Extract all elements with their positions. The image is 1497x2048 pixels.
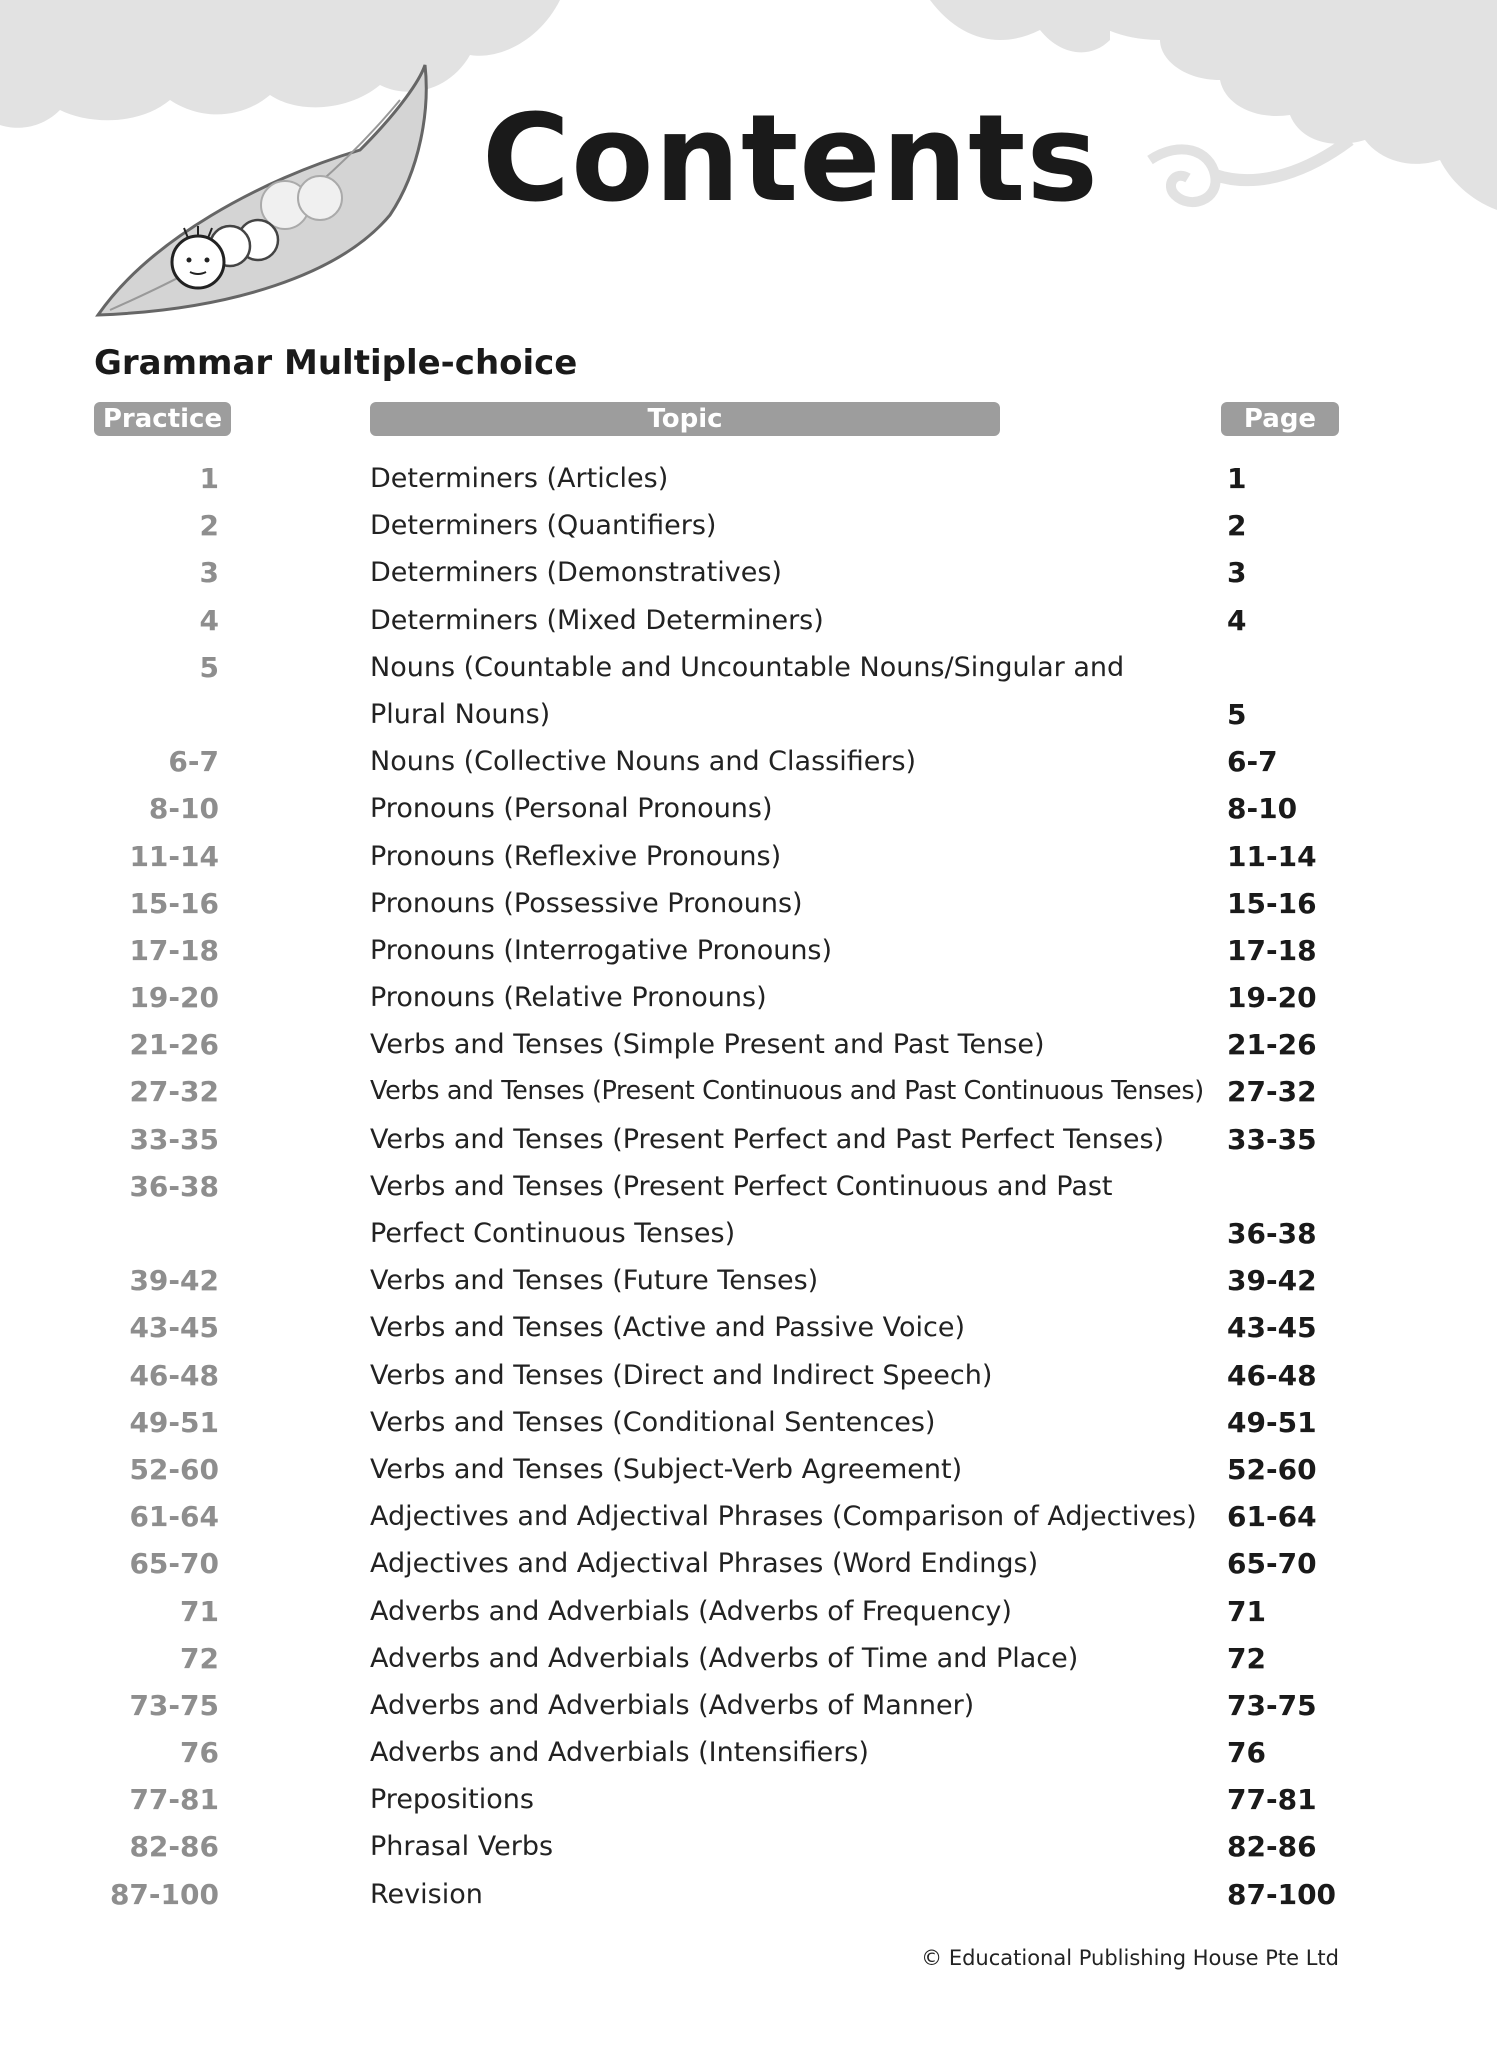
page-number: 1 bbox=[1227, 462, 1247, 495]
page-number: 61-64 bbox=[1227, 1500, 1317, 1534]
page-number: 21-26 bbox=[1227, 1028, 1317, 1062]
table-row bbox=[0, 549, 1497, 596]
copyright-footer: © Educational Publishing House Pte Ltd bbox=[921, 1946, 1339, 1970]
page-number: 77-81 bbox=[1227, 1783, 1317, 1817]
table-row bbox=[0, 880, 1497, 927]
page-number: 43-45 bbox=[1227, 1311, 1317, 1345]
practice-number: 2 bbox=[199, 509, 219, 543]
page-number: 87-100 bbox=[1227, 1877, 1337, 1911]
practice-number: 21-26 bbox=[129, 1028, 219, 1062]
topic-text: Adjectives and Adjectival Phrases (Comparison of Adjectives) bbox=[370, 1501, 1197, 1533]
page-number: 76 bbox=[1227, 1736, 1266, 1770]
practice-number: 73-75 bbox=[129, 1688, 219, 1722]
topic-text: Pronouns (Interrogative Pronouns) bbox=[370, 934, 833, 966]
topic-text: Revision bbox=[370, 1878, 483, 1910]
practice-number: 39-42 bbox=[129, 1264, 219, 1298]
topic-text: Pronouns (Possessive Pronouns) bbox=[370, 887, 803, 919]
table-row bbox=[0, 1068, 1497, 1115]
practice-number: 15-16 bbox=[129, 886, 219, 920]
table-row bbox=[0, 1635, 1497, 1682]
topic-text: Verbs and Tenses (Present Continuous and Past Continuous Tenses) bbox=[370, 1076, 1204, 1107]
page-number: 82-86 bbox=[1227, 1830, 1317, 1864]
table-row bbox=[0, 1257, 1497, 1304]
practice-number: 52-60 bbox=[129, 1452, 219, 1486]
page-number: 8-10 bbox=[1227, 792, 1298, 826]
practice-number: 27-32 bbox=[129, 1075, 219, 1109]
practice-number: 71 bbox=[180, 1594, 219, 1628]
table-row bbox=[0, 455, 1497, 502]
practice-number: 17-18 bbox=[129, 933, 219, 967]
practice-number: 19-20 bbox=[129, 981, 219, 1015]
practice-number: 11-14 bbox=[129, 839, 219, 873]
practice-number: 46-48 bbox=[129, 1358, 219, 1392]
table-row bbox=[0, 1682, 1497, 1729]
practice-number: 5 bbox=[199, 650, 219, 684]
table-row bbox=[0, 1823, 1497, 1870]
page-number: 39-42 bbox=[1227, 1264, 1317, 1298]
practice-number: 49-51 bbox=[129, 1405, 219, 1439]
table-row bbox=[0, 1493, 1497, 1540]
column-header-practice: Practice bbox=[94, 402, 231, 436]
column-header-topic: Topic bbox=[370, 402, 1000, 436]
topic-text: Pronouns (Relative Pronouns) bbox=[370, 982, 767, 1014]
topic-text: Verbs and Tenses (Direct and Indirect Speech) bbox=[370, 1359, 993, 1391]
practice-number: 76 bbox=[180, 1736, 219, 1770]
table-row bbox=[0, 833, 1497, 880]
practice-number: 43-45 bbox=[129, 1311, 219, 1345]
page-number: 2 bbox=[1227, 509, 1247, 543]
page-number: 36-38 bbox=[1227, 1217, 1317, 1251]
page-number: 5 bbox=[1227, 697, 1247, 731]
page-number: 3 bbox=[1227, 556, 1247, 590]
practice-number: 65-70 bbox=[129, 1547, 219, 1581]
section-title: Grammar Multiple-choice bbox=[94, 343, 578, 383]
topic-text: Pronouns (Personal Pronouns) bbox=[370, 793, 773, 825]
table-row bbox=[0, 1163, 1497, 1257]
topic-text: Determiners (Articles) bbox=[370, 463, 669, 494]
page-number: 27-32 bbox=[1227, 1075, 1317, 1109]
page-number: 6-7 bbox=[1227, 745, 1278, 779]
practice-number: 36-38 bbox=[129, 1169, 219, 1203]
page-number: 65-70 bbox=[1227, 1547, 1317, 1581]
practice-number: 72 bbox=[180, 1641, 219, 1675]
topic-text: Nouns (Collective Nouns and Classifiers) bbox=[370, 746, 917, 778]
page-number: 33-35 bbox=[1227, 1122, 1317, 1156]
table-row bbox=[0, 644, 1497, 738]
page-number: 4 bbox=[1227, 603, 1247, 637]
topic-text: Determiners (Demonstratives) bbox=[370, 557, 782, 589]
topic-text: Pronouns (Reflexive Pronouns) bbox=[370, 840, 782, 872]
topic-text: Adverbs and Adverbials (Adverbs of Manner) bbox=[370, 1689, 975, 1721]
table-row bbox=[0, 785, 1497, 832]
page-number: 11-14 bbox=[1227, 839, 1317, 873]
practice-number: 33-35 bbox=[129, 1122, 219, 1156]
topic-text: Adverbs and Adverbials (Adverbs of Frequency) bbox=[370, 1595, 1012, 1627]
practice-number: 82-86 bbox=[129, 1830, 219, 1864]
topic-text: Verbs and Tenses (Simple Present and Past Tense) bbox=[370, 1029, 1045, 1061]
table-row bbox=[0, 1776, 1497, 1823]
page-number: 52-60 bbox=[1227, 1452, 1317, 1486]
column-header-page: Page bbox=[1221, 402, 1339, 436]
topic-text: Phrasal Verbs bbox=[370, 1831, 554, 1863]
practice-number: 3 bbox=[199, 556, 219, 590]
topic-text: Determiners (Quantifiers) bbox=[370, 510, 717, 542]
practice-number: 61-64 bbox=[129, 1500, 219, 1534]
topic-text: Prepositions bbox=[370, 1784, 534, 1816]
page-number: 72 bbox=[1227, 1641, 1266, 1675]
topic-text: Adverbs and Adverbials (Intensifiers) bbox=[370, 1737, 869, 1769]
practice-number: 77-81 bbox=[129, 1783, 219, 1817]
table-row bbox=[0, 974, 1497, 1021]
page-number: 73-75 bbox=[1227, 1688, 1317, 1722]
practice-number: 8-10 bbox=[148, 792, 219, 826]
table-row bbox=[0, 1871, 1497, 1918]
page-number: 17-18 bbox=[1227, 933, 1317, 967]
contents-table bbox=[0, 455, 1497, 1918]
topic-text: Verbs and Tenses (Present Perfect Continuous and Past Perfect Continuous Tenses) bbox=[370, 1170, 1113, 1250]
table-row bbox=[0, 1304, 1497, 1351]
table-row bbox=[0, 1588, 1497, 1635]
table-row bbox=[0, 502, 1497, 549]
table-row bbox=[0, 927, 1497, 974]
table-row bbox=[0, 597, 1497, 644]
page-number: 71 bbox=[1227, 1594, 1266, 1628]
page-title: Contents bbox=[482, 90, 1099, 229]
table-row bbox=[0, 1116, 1497, 1163]
practice-number: 87-100 bbox=[109, 1877, 219, 1911]
topic-text: Determiners (Mixed Determiners) bbox=[370, 604, 824, 636]
table-row bbox=[0, 738, 1497, 785]
table-row bbox=[0, 1399, 1497, 1446]
page-number: 15-16 bbox=[1227, 886, 1317, 920]
page-number: 19-20 bbox=[1227, 981, 1317, 1015]
practice-number: 6-7 bbox=[168, 745, 219, 779]
table-row bbox=[0, 1729, 1497, 1776]
page-number: 46-48 bbox=[1227, 1358, 1317, 1392]
practice-number: 1 bbox=[199, 462, 219, 495]
topic-text: Nouns (Countable and Uncountable Nouns/Singular and Plural Nouns) bbox=[370, 651, 1125, 730]
topic-text: Verbs and Tenses (Subject-Verb Agreement) bbox=[370, 1453, 963, 1485]
practice-number: 4 bbox=[199, 603, 219, 637]
topic-text: Verbs and Tenses (Active and Passive Voice) bbox=[370, 1312, 966, 1344]
topic-text: Verbs and Tenses (Future Tenses) bbox=[370, 1265, 819, 1297]
topic-text: Verbs and Tenses (Present Perfect and Past Perfect Tenses) bbox=[370, 1123, 1165, 1155]
table-row bbox=[0, 1446, 1497, 1493]
topic-text: Verbs and Tenses (Conditional Sentences) bbox=[370, 1406, 936, 1438]
page-number: 49-51 bbox=[1227, 1405, 1317, 1439]
table-row bbox=[0, 1352, 1497, 1399]
topic-text: Adverbs and Adverbials (Adverbs of Time and Place) bbox=[370, 1642, 1079, 1674]
table-row bbox=[0, 1540, 1497, 1587]
topic-text: Adjectives and Adjectival Phrases (Word Endings) bbox=[370, 1548, 1039, 1580]
table-row bbox=[0, 1021, 1497, 1068]
